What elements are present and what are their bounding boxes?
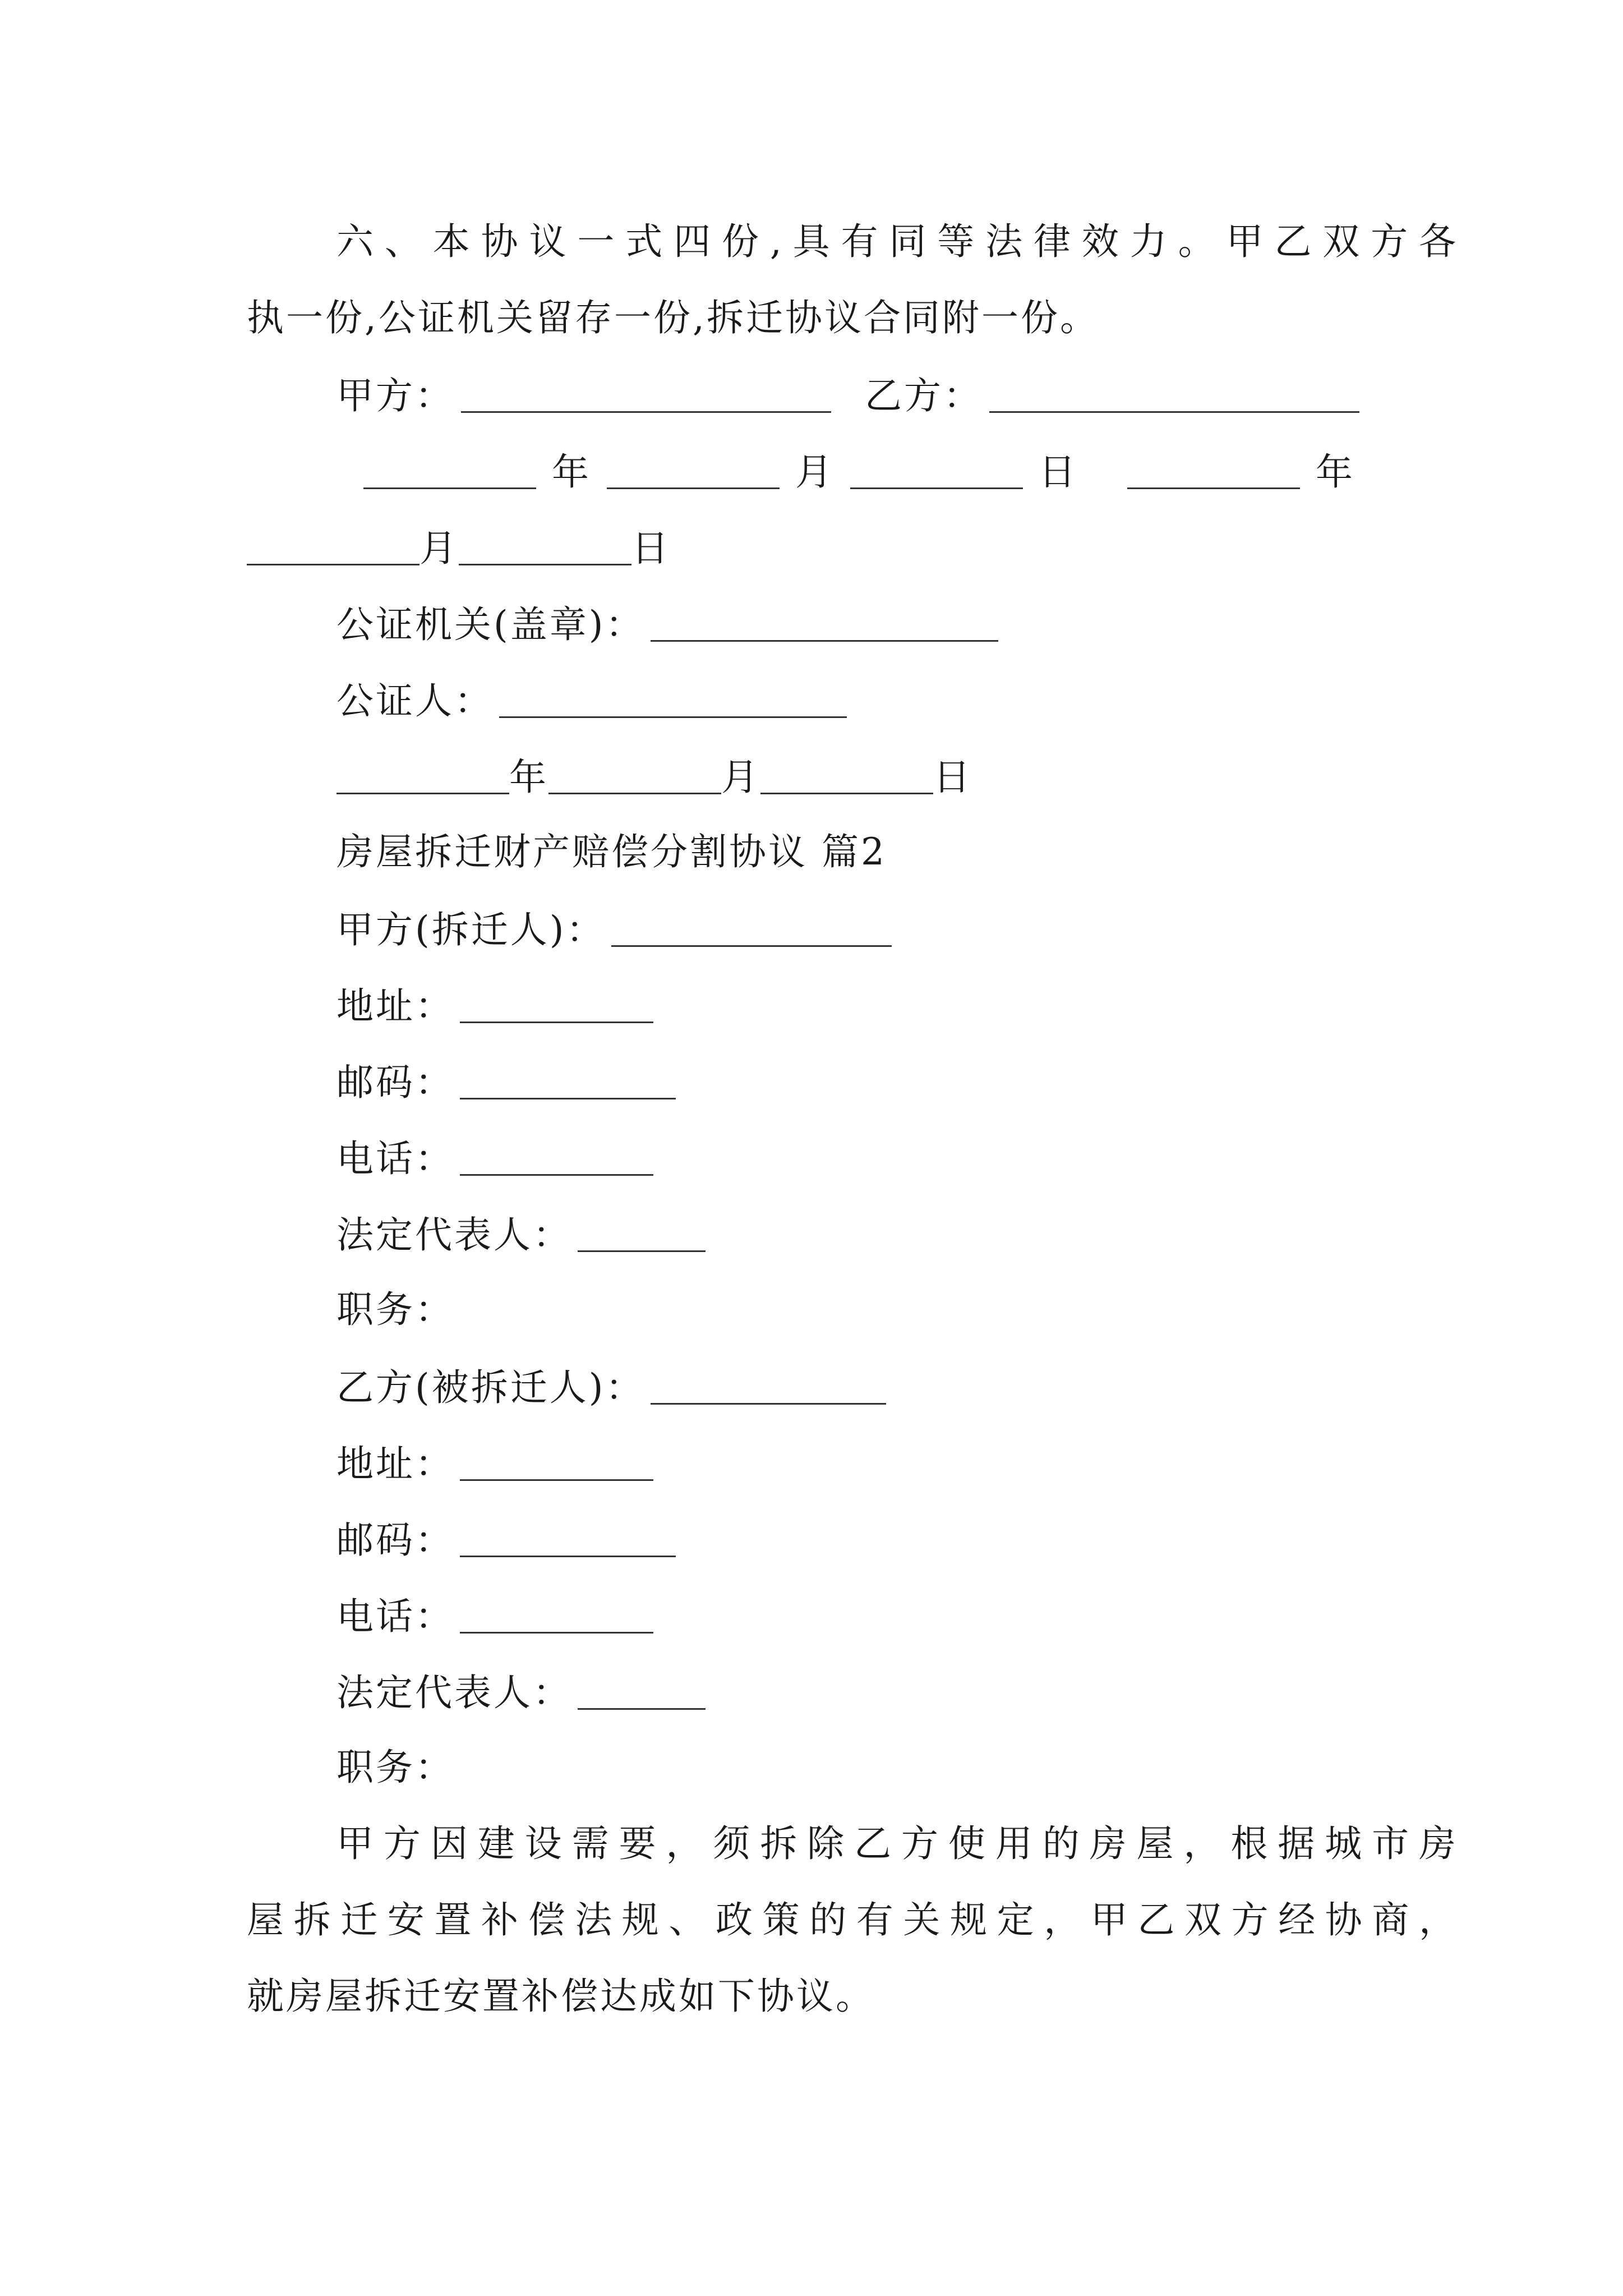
party-b-phone-label: 电话： — [336, 1594, 454, 1638]
notary-year-label: 年 — [509, 755, 548, 799]
party-b-legal-rep-label: 法定代表人： — [336, 1671, 572, 1714]
party-a-legal-rep-line — [336, 1213, 706, 1257]
date-day-label-a: 日 — [1039, 450, 1078, 494]
signature-parties-line — [336, 376, 1359, 415]
party-b-postcode-blank — [460, 1520, 676, 1557]
notary-office-blank — [651, 605, 998, 642]
party-b-position-line: 职务： — [336, 1746, 454, 1789]
date-day-label-b: 日 — [631, 526, 671, 570]
date-year-label-b: 年 — [1316, 450, 1355, 494]
notary-day-label: 日 — [933, 755, 972, 799]
party-b-postcode-line — [336, 1518, 676, 1562]
party-b-legal-rep-line — [336, 1671, 706, 1714]
party-a-phone-label: 电话： — [336, 1137, 454, 1180]
party-a-postcode-line — [336, 1060, 676, 1104]
party-a-signature-blank — [461, 376, 831, 413]
date-month-label-a: 月 — [795, 450, 834, 494]
party-a-phone-line — [336, 1137, 653, 1180]
notary-person-label: 公证人： — [336, 679, 494, 723]
party-a-legal-rep-label: 法定代表人： — [336, 1213, 572, 1257]
clause6-line1-text: 六、本协议一式四份,具有同等法律效力。甲乙双方各 — [336, 220, 1458, 263]
party-a-phone-blank — [460, 1139, 653, 1176]
intro-line2-text: 屋拆迁安置补偿法规、政策的有关规定，甲乙双方经协商， — [247, 1898, 1458, 1941]
party-a-title-line — [336, 910, 892, 949]
party-b-postcode-label: 邮码： — [336, 1518, 454, 1562]
notary-person-line — [336, 679, 847, 723]
clause6-line1 — [336, 220, 1458, 263]
party-b-address-line — [336, 1444, 653, 1483]
party-a-name-blank — [611, 910, 892, 947]
signature-date-line-continued — [247, 526, 671, 570]
party-b-phone-blank — [460, 1596, 653, 1634]
notary-office-line — [336, 602, 998, 646]
party-b-signature-label: 乙方： — [865, 374, 983, 417]
date-month-blank-b — [247, 528, 419, 565]
intro-line1 — [336, 1822, 1458, 1865]
notary-day-blank — [760, 757, 933, 794]
party-b-name-blank — [651, 1368, 886, 1405]
notary-year-blank — [336, 757, 509, 794]
party-b-address-blank — [460, 1444, 653, 1481]
party-a-address-line — [336, 984, 653, 1028]
date-month-blank-a — [607, 452, 780, 489]
date-day-blank-a — [850, 452, 1023, 489]
party-a-postcode-label: 邮码： — [336, 1060, 454, 1104]
party-a-address-blank — [460, 986, 653, 1023]
signature-date-line — [363, 450, 1371, 494]
notary-date-line — [336, 755, 972, 799]
notary-office-label: 公证机关(盖章)： — [336, 602, 645, 646]
date-year-blank-b — [1127, 452, 1300, 489]
notary-month-label: 月 — [721, 755, 760, 799]
clause6-line2: 执一份,公证机关留存一份,拆迁协议合同附一份。 — [247, 296, 1099, 339]
party-b-title-line — [336, 1365, 886, 1409]
party-a-position-line: 职务： — [336, 1288, 454, 1331]
party-a-signature-label: 甲方： — [336, 374, 454, 417]
party-a-address-label: 地址： — [336, 984, 454, 1028]
party-a-legal-rep-blank — [578, 1215, 706, 1252]
notary-person-blank — [499, 681, 847, 718]
date-day-blank-b — [459, 528, 631, 565]
date-year-label-a: 年 — [552, 450, 591, 494]
party-b-phone-line — [336, 1594, 653, 1638]
intro-line3: 就房屋拆迁安置补偿达成如下协议。 — [247, 1975, 875, 2018]
party-b-address-label: 地址： — [336, 1442, 454, 1485]
party-a-postcode-blank — [460, 1062, 676, 1099]
party-a-title: 甲方(拆迁人)： — [336, 908, 606, 951]
intro-line1-text: 甲方因建设需要，须拆除乙方使用的房屋，根据城市房 — [336, 1822, 1458, 1865]
section2-title: 房屋拆迁财产赔偿分割协议 篇2 — [336, 830, 887, 873]
party-b-title: 乙方(被拆迁人)： — [336, 1365, 645, 1409]
intro-line2 — [247, 1898, 1458, 1941]
party-b-legal-rep-blank — [578, 1673, 706, 1710]
notary-month-blank — [548, 757, 721, 794]
party-b-signature-blank — [989, 376, 1359, 413]
date-year-blank-a — [363, 452, 536, 489]
date-month-label-b: 月 — [419, 526, 459, 570]
